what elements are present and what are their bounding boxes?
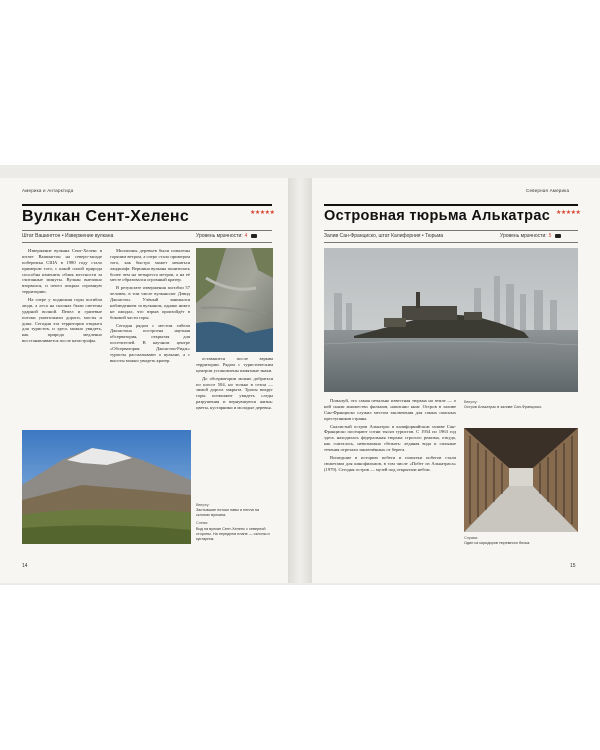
volcano-photo-image xyxy=(22,430,191,544)
gloom-level-label: Уровень мрачности: xyxy=(196,233,243,239)
photo-caption xyxy=(464,536,576,546)
caption-label: Справа: xyxy=(464,536,479,540)
cellblock-photo xyxy=(464,428,578,532)
gloom-level xyxy=(500,233,561,239)
running-head: Америка и Антарктида xyxy=(22,188,74,193)
title-rule xyxy=(324,204,578,206)
rating-stars: ★★★★★ xyxy=(556,210,581,216)
page-title: Островная тюрьма Алькатрас xyxy=(324,208,551,224)
divider xyxy=(324,230,578,231)
title-rule xyxy=(22,204,272,206)
text-column-2 xyxy=(110,248,190,420)
paragraph: оставшиеся после взрыва территории. Рядом с туристическим центром установлены памятные знаки. xyxy=(196,356,273,373)
caption-text: Застывшие потоки лавы и пепла на склонах вулкана. xyxy=(196,508,259,518)
alcatraz-photo xyxy=(324,248,578,392)
paragraph: На озере у подножия горы погибли люди, а леса на склонах были сметены ударной волной. Пепел и грязевые потоки уничтожили дороги, мосты и дома. Сегодня эта территория открыта для туристов, и здесь можно увидеть, как природа медленно восстанавливается после катастрофы. xyxy=(22,297,102,344)
caption-label: Слева: xyxy=(196,521,209,526)
camera-icon xyxy=(555,234,561,238)
right-page xyxy=(312,178,600,583)
divider xyxy=(22,230,272,231)
aerial-photo xyxy=(196,248,273,352)
divider xyxy=(324,242,578,243)
gloom-level-label: Уровень мрачности: xyxy=(500,233,547,239)
left-page xyxy=(0,178,288,583)
alcatraz-photo-image xyxy=(324,248,578,392)
gloom-level-value: 5 xyxy=(548,233,552,239)
paragraph: Вошедшие в историю побеги и попытки побегов стали сюжетами для кинофильмов, в том числе «Побег из Алькатраса» (1979). Сегодня остров — музей под открытым небом. xyxy=(324,454,456,472)
photo-caption xyxy=(196,503,274,542)
paragraph: Скалистый остров Алькатрас в калифорнийском заливе Сан-Франциско посещают сотни тысяч туристов. С 1934 по 1963 год здесь находилась федеральная тюрьма строгого режима, откуда, как считалось, невозможно сбежать: ледяная вода и сильные течения отрезали заключённых от берега. xyxy=(324,423,456,452)
paragraph: Пожалуй, это самая печально известная тюрьма на земле — о ней сняли множество фильмов, написано книг. Остров в заливе Сан-Франциско служил местом заключения для самых опасных преступников страны. xyxy=(324,398,456,421)
volcano-photo xyxy=(22,430,191,544)
cellblock-photo-image xyxy=(464,428,578,532)
caption-label: Вверху: xyxy=(196,503,210,507)
text-column-1 xyxy=(22,248,102,420)
camera-icon xyxy=(251,234,257,238)
paragraph: Миллионы деревьев были повалены горячим ветром, а озеро стало примером того, как быстро может меняться ландшафт. Вершина вулкана понизилась более чем на четыреста метров, а на её месте образовался огромный кратер. xyxy=(110,248,190,283)
aerial-photo-image xyxy=(196,248,273,352)
running-head: Северная Америка xyxy=(526,188,570,193)
paragraph: Извержение вулкана Сент-Хеленс в штате Вашингтон на северо-западе побережья США в 1980 году стало примером того, с какой силой природа способна изменить облик местности за считанные минуты. Вулкан внезапно взорвался, и пепел покрыл огромную территорию. xyxy=(22,248,102,295)
rating-stars: ★★★★★ xyxy=(250,210,275,216)
page-number: 14 xyxy=(22,563,28,569)
gloom-level xyxy=(196,233,257,239)
caption-text: Остров Алькатрас в заливе Сан-Франциско. xyxy=(464,405,543,410)
paragraph: До обсерватории можно добраться по шоссе 504, но только в сезон — зимой дорога закрыта. Тропы вокруг горы позволяют увидеть следы разрушения и вернувшуюся жизнь: цветы, кустарники и молодые деревья. xyxy=(196,375,273,410)
caption-text: Один из коридоров тюремного блока. xyxy=(464,541,531,546)
page-title: Вулкан Сент-Хеленс xyxy=(22,208,190,225)
page-number: 15 xyxy=(570,563,576,569)
page-subtitle: Штат Вашингтон • Извержение вулкана xyxy=(22,233,114,239)
photo-caption xyxy=(464,400,576,410)
text-column-1 xyxy=(324,398,456,558)
paragraph: Сегодня рядом с местом гибели Джонстона построена научная обсерватория, открытая для посетителей. В научном центре «Обсерватория Джонстон-Ридж» туристы рассказывают о вулкане, а с высоты можно увидеть кратер. xyxy=(110,322,190,363)
text-column-3 xyxy=(196,356,273,420)
caption-label: Вверху: xyxy=(464,400,478,404)
caption-text: Вид на вулкан Сент-Хеленс с северной стороны. На переднем плане — склоны и кустарник. xyxy=(196,526,270,541)
book-gutter xyxy=(288,178,312,583)
gloom-level-value: 4 xyxy=(244,233,248,239)
divider xyxy=(22,242,272,243)
page-subtitle: Залив Сан-Франциско, штат Калифорния • Тюрьма xyxy=(324,233,444,239)
paragraph: В результате извержения погибли 57 человек, в том числе вулканолог Дэвид Джонстон. Учёный занимался наблюдением за вулканом, однако никто не ожидал, что взрыв произойдёт в боковой части горы. xyxy=(110,285,190,320)
